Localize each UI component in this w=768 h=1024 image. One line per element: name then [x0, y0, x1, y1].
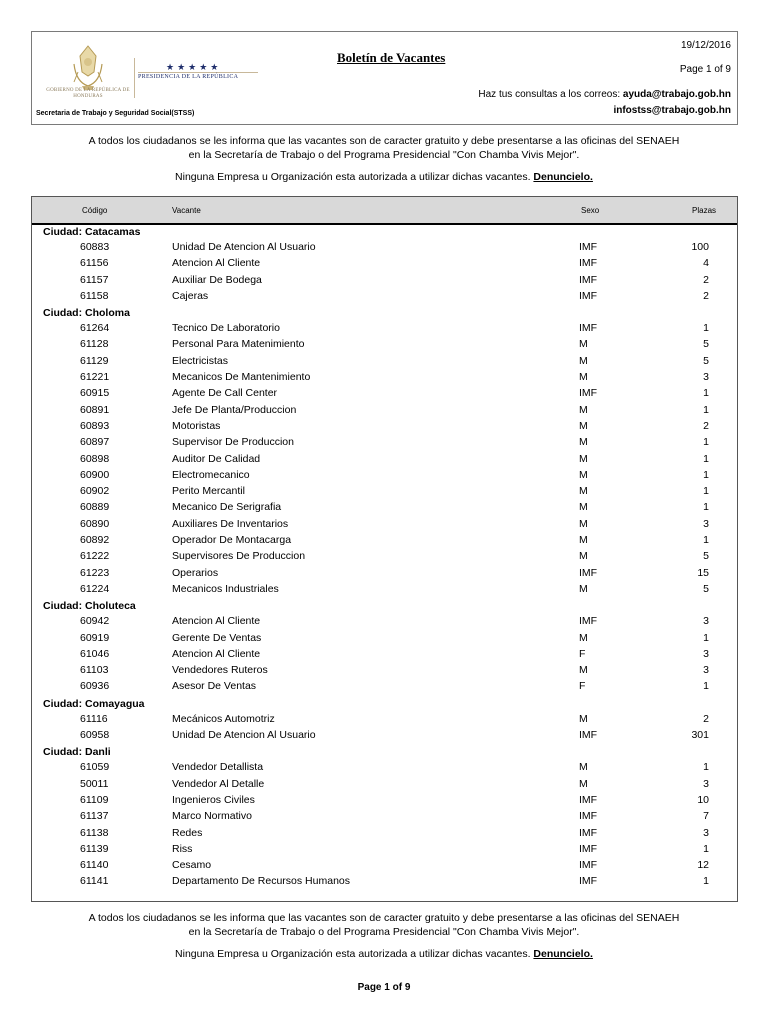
- table-row: [32, 565, 737, 581]
- vacancy-title: Redes: [172, 826, 203, 839]
- vacancy-code: 61128: [80, 338, 109, 351]
- vacancy-sex: M: [579, 468, 588, 481]
- vacancy-slots: 3: [703, 371, 709, 384]
- vacancy-slots: 15: [697, 566, 709, 579]
- vacancy-sex: M: [579, 517, 588, 530]
- vacancy-sex: IMF: [579, 729, 598, 742]
- vacancy-title: Unidad De Atencion Al Usuario: [172, 241, 316, 253]
- vacancy-sex: F: [579, 647, 586, 660]
- vacancy-slots: 5: [703, 354, 709, 367]
- vacancy-sex: IMF: [579, 387, 598, 400]
- vacancy-code: 60890: [80, 517, 110, 530]
- table-row: [32, 808, 737, 824]
- vacancy-slots: 3: [703, 777, 709, 790]
- notice-line-3: [0, 947, 768, 961]
- table-row: [32, 825, 737, 841]
- notice-top: [0, 134, 768, 184]
- vacancy-title: Agente De Call Center: [172, 387, 278, 400]
- page-indicator: Page 1 of 9: [679, 64, 731, 75]
- table-row: [32, 630, 737, 646]
- notice-line-2: en la Secretaría de Trabajo o del Programa Presidencial "Con Chamba Vivis Mejor".: [188, 149, 580, 161]
- vacancy-sex: IMF: [579, 793, 598, 806]
- table-row: [32, 532, 737, 548]
- table-row: [32, 499, 737, 515]
- vacancy-title: Marco Normativo: [172, 810, 252, 823]
- table-row: [32, 434, 737, 450]
- vacancy-title: Atencion Al Cliente: [172, 647, 261, 660]
- vacancy-sex: IMF: [579, 241, 598, 253]
- presidency-rule: [138, 72, 258, 73]
- table-row: [32, 662, 737, 678]
- denuncielo-link[interactable]: Denuncielo.: [533, 948, 593, 960]
- vacancy-title: Mecánicos Automotriz: [172, 712, 275, 725]
- vacancy-code: 61223: [80, 566, 110, 579]
- vacancy-title: Cesamo: [172, 859, 212, 872]
- contact-prefix: Haz tus consultas a los correos:: [478, 89, 623, 100]
- vacancy-title: Operarios: [172, 566, 219, 579]
- vacancy-sex: M: [579, 631, 588, 644]
- vacancy-code: 61264: [80, 322, 110, 335]
- vacancy-code: 60942: [80, 615, 110, 628]
- vacancy-title: Electricistas: [172, 354, 229, 367]
- vacancy-slots: 100: [691, 241, 709, 253]
- vacancy-code: 61103: [80, 664, 109, 677]
- vacancy-code: 61141: [80, 875, 109, 888]
- vacancy-code: 61046: [80, 647, 110, 660]
- vacancy-code: 60883: [80, 241, 110, 253]
- email-ayuda[interactable]: ayuda@trabajo.gob.hn: [622, 89, 731, 100]
- vacancy-code: 50011: [80, 777, 109, 790]
- table-row: [32, 678, 737, 694]
- government-text: GOBIERNO DE LA REPÚBLICA DE HONDURAS: [46, 88, 130, 99]
- header-code: Código: [82, 206, 108, 215]
- vacancy-sex: M: [579, 582, 588, 595]
- table-row: [32, 255, 737, 271]
- vacancy-slots: 7: [703, 810, 709, 823]
- table-row: [32, 336, 737, 352]
- vacancy-code: 60898: [80, 452, 110, 465]
- vacancy-sex: IMF: [579, 615, 598, 628]
- notice-line-3: [0, 170, 768, 184]
- vacancy-title: Perito Mercantil: [172, 485, 245, 498]
- table-row: [32, 548, 737, 564]
- vacancy-slots: 3: [703, 615, 709, 628]
- vacancy-title: Personal Para Matenimiento: [172, 338, 305, 351]
- vacancy-title: Vendedor Detallista: [172, 761, 264, 774]
- city-heading: Ciudad: Choluteca: [43, 600, 136, 613]
- vacancy-slots: 1: [703, 436, 709, 449]
- vacancy-code: 60891: [80, 403, 110, 416]
- vacancy-sex: M: [579, 501, 588, 514]
- vacancy-slots: 1: [703, 631, 709, 644]
- vacancy-title: Jefe De Planta/Produccion: [172, 403, 297, 416]
- vacancy-code: 60915: [80, 387, 110, 400]
- vacancy-code: 61224: [80, 582, 110, 595]
- vacancy-slots: 1: [703, 387, 709, 400]
- vacancy-sex: M: [579, 761, 588, 774]
- vacancy-code: 61221: [80, 371, 110, 384]
- contact-line: [478, 89, 731, 100]
- vacancy-code: 61139: [80, 842, 109, 855]
- vacancy-title: Cajeras: [172, 289, 209, 302]
- table-row: [32, 646, 737, 662]
- email-infostss[interactable]: infostss@trabajo.gob.hn: [613, 105, 731, 116]
- vacancy-title: Electromecanico: [172, 468, 250, 481]
- vacancy-slots: 1: [703, 322, 709, 335]
- vacancy-sex: M: [579, 419, 588, 432]
- notice-warning: Ninguna Empresa u Organización esta autorizada a utilizar dichas vacantes.: [175, 171, 534, 183]
- vacancy-code: 61222: [80, 550, 110, 563]
- vacancy-slots: 1: [703, 501, 709, 514]
- vacancy-code: 60897: [80, 436, 110, 449]
- table-row: [32, 369, 737, 385]
- vacancy-sex: M: [579, 664, 588, 677]
- table-row: [32, 353, 737, 369]
- table-body: [32, 226, 737, 890]
- table-row: [32, 759, 737, 775]
- vacancy-slots: 1: [703, 761, 709, 774]
- vacancy-sex: IMF: [579, 875, 598, 888]
- table-row: [32, 581, 737, 597]
- vacancy-sex: IMF: [579, 859, 598, 872]
- vacancy-slots: 2: [703, 419, 709, 432]
- vacancy-title: Ingenieros Civiles: [172, 793, 255, 806]
- vacancy-slots: 1: [703, 452, 709, 465]
- vacancy-code: 61109: [80, 793, 109, 806]
- vacancy-code: 60936: [80, 680, 110, 693]
- coat-of-arms-icon: [66, 42, 110, 92]
- vacancies-table: [31, 196, 738, 902]
- ministry-name: Secretaria de Trabajo y Seguridad Social(STSS): [36, 110, 195, 117]
- vacancy-sex: M: [579, 777, 588, 790]
- city-heading: Ciudad: Danli: [43, 746, 111, 759]
- vacancy-sex: M: [579, 338, 588, 351]
- presidency-text: PRESIDENCIA DE LA REPÚBLICA: [138, 74, 239, 80]
- vacancy-slots: 3: [703, 826, 709, 839]
- vacancy-slots: 1: [703, 485, 709, 498]
- table-row: [32, 727, 737, 743]
- logo-divider: [134, 58, 135, 98]
- vacancy-slots: 2: [703, 289, 709, 302]
- vacancy-code: 61140: [80, 859, 109, 872]
- denuncielo-link[interactable]: Denuncielo.: [533, 171, 593, 183]
- vacancy-slots: 12: [697, 859, 709, 872]
- footer-page-indicator: Page 1 of 9: [357, 982, 411, 993]
- city-heading: Ciudad: Comayagua: [43, 697, 145, 710]
- vacancy-sex: M: [579, 712, 588, 725]
- vacancy-code: 61157: [80, 273, 109, 286]
- table-row: [32, 516, 737, 532]
- vacancy-slots: 1: [703, 875, 709, 888]
- city-heading: Ciudad: Catacamas: [43, 226, 141, 238]
- vacancy-sex: M: [579, 452, 588, 465]
- stars-icon: ★★★★★: [166, 62, 222, 72]
- table-row: [32, 288, 737, 304]
- vacancy-sex: M: [579, 371, 588, 384]
- table-row: [32, 239, 737, 255]
- vacancy-title: Gerente De Ventas: [172, 631, 262, 644]
- vacancy-title: Asesor De Ventas: [172, 680, 257, 693]
- vacancy-slots: 1: [703, 842, 709, 855]
- vacancy-title: Atencion Al Cliente: [172, 257, 261, 270]
- vacancy-title: Departamento De Recursos Humanos: [172, 875, 350, 888]
- vacancy-title: Operador De Montacarga: [172, 534, 292, 547]
- vacancy-sex: M: [579, 550, 588, 563]
- vacancy-slots: 3: [703, 647, 709, 660]
- table-row: [32, 711, 737, 727]
- vacancy-title: Auxiliar De Bodega: [172, 273, 262, 286]
- vacancy-slots: 2: [703, 712, 709, 725]
- vacancy-code: 61116: [80, 712, 108, 725]
- vacancy-title: Riss: [172, 842, 193, 855]
- vacancy-code: 60958: [80, 729, 110, 742]
- table-row: [32, 792, 737, 808]
- vacancy-title: Mecanicos De Mantenimiento: [172, 371, 311, 384]
- notice-line-1: A todos los ciudadanos se les informa que las vacantes son de caracter gratuito y debe presentarse a las oficinas del SENAEH: [88, 912, 680, 924]
- vacancy-slots: 1: [703, 403, 709, 416]
- vacancy-slots: 1: [703, 534, 709, 547]
- table-row: [32, 483, 737, 499]
- header-vacancy: Vacante: [172, 206, 201, 215]
- vacancy-title: Vendedor Al Detalle: [172, 777, 265, 790]
- table-row: [32, 320, 737, 336]
- vacancy-code: 60889: [80, 501, 110, 514]
- table-row: [32, 451, 737, 467]
- vacancy-title: Motoristas: [172, 419, 221, 432]
- table-row: [32, 418, 737, 434]
- vacancy-sex: IMF: [579, 289, 598, 302]
- vacancy-code: 60893: [80, 419, 110, 432]
- notice-warning: Ninguna Empresa u Organización esta autorizada a utilizar dichas vacantes.: [175, 948, 534, 960]
- vacancy-code: 60919: [80, 631, 110, 644]
- notice-line-2: en la Secretaría de Trabajo o del Programa Presidencial "Con Chamba Vivis Mejor".: [188, 926, 580, 938]
- header-sex: Sexo: [581, 206, 600, 215]
- table-row: [32, 841, 737, 857]
- report-date: 19/12/2016: [680, 40, 731, 51]
- vacancy-title: Atencion Al Cliente: [172, 615, 261, 628]
- vacancy-code: 61059: [80, 761, 110, 774]
- vacancy-slots: 4: [703, 257, 709, 270]
- vacancy-sex: IMF: [579, 566, 598, 579]
- city-heading: Ciudad: Choloma: [43, 307, 130, 320]
- vacancy-slots: 3: [703, 517, 709, 530]
- table-row: [32, 613, 737, 629]
- notice-bottom: [0, 911, 768, 961]
- notice-line-1: A todos los ciudadanos se les informa que las vacantes son de caracter gratuito y debe presentarse a las oficinas del SENAEH: [88, 135, 680, 147]
- table-header: [32, 197, 737, 225]
- vacancy-slots: 1: [703, 468, 709, 481]
- vacancy-title: Mecanico De Serigrafia: [172, 501, 282, 514]
- vacancy-title: Tecnico De Laboratorio: [172, 322, 280, 335]
- vacancy-sex: IMF: [579, 842, 598, 855]
- vacancy-slots: 10: [697, 793, 709, 806]
- vacancy-slots: 5: [703, 550, 709, 563]
- vacancy-code: 61129: [80, 354, 109, 367]
- vacancy-slots: 301: [691, 729, 709, 742]
- vacancy-title: Vendedores Ruteros: [172, 664, 268, 677]
- vacancy-title: Supervisor De Produccion: [172, 436, 294, 449]
- table-row: [32, 776, 737, 792]
- vacancy-sex: IMF: [579, 322, 598, 335]
- vacancy-code: 60892: [80, 534, 110, 547]
- table-row: [32, 385, 737, 401]
- vacancy-sex: IMF: [579, 810, 598, 823]
- vacancy-code: 61158: [80, 289, 109, 302]
- vacancy-title: Supervisores De Produccion: [172, 550, 306, 563]
- vacancy-slots: 1: [703, 680, 709, 693]
- table-row: [32, 857, 737, 873]
- vacancy-sex: F: [579, 680, 586, 693]
- vacancy-slots: 3: [703, 664, 709, 677]
- vacancy-slots: 5: [703, 338, 709, 351]
- vacancy-code: 61156: [80, 257, 109, 270]
- vacancy-title: Unidad De Atencion Al Usuario: [172, 729, 316, 742]
- vacancy-sex: M: [579, 354, 588, 367]
- vacancy-slots: 5: [703, 582, 709, 595]
- vacancy-sex: M: [579, 436, 588, 449]
- table-row: [32, 272, 737, 288]
- vacancy-title: Mecanicos Industriales: [172, 582, 279, 595]
- vacancy-sex: IMF: [579, 826, 598, 839]
- vacancy-sex: M: [579, 403, 588, 416]
- table-row: [32, 467, 737, 483]
- vacancy-code: 60902: [80, 485, 110, 498]
- vacancy-title: Auxiliares De Inventarios: [172, 517, 289, 530]
- vacancy-sex: IMF: [579, 257, 598, 270]
- vacancy-sex: IMF: [579, 273, 598, 286]
- vacancy-slots: 2: [703, 273, 709, 286]
- vacancy-code: 61137: [80, 810, 109, 823]
- vacancy-title: Auditor De Calidad: [172, 452, 261, 465]
- vacancy-code: 60900: [80, 468, 110, 481]
- table-row: [32, 873, 737, 889]
- vacancy-sex: M: [579, 485, 588, 498]
- vacancy-sex: M: [579, 534, 588, 547]
- header-slots: Plazas: [692, 206, 717, 215]
- table-row: [32, 402, 737, 418]
- government-logo: [38, 40, 263, 112]
- vacancy-code: 61138: [80, 826, 109, 839]
- document-title: Boletín de Vacantes: [337, 50, 446, 65]
